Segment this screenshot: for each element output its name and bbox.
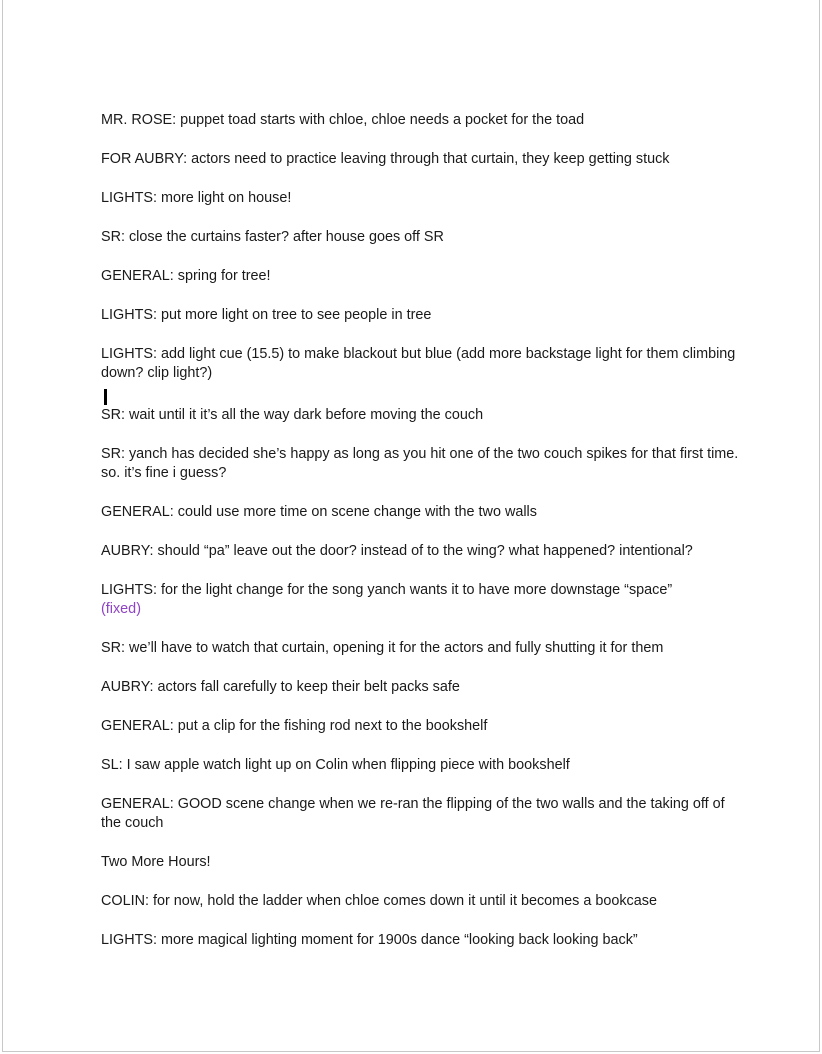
note-lights-song <box>101 581 741 619</box>
note-sr-watch-curtain: SR: we’ll have to watch that curtain, opening it for the actors and fully shutting it for them <box>101 640 664 656</box>
document-body[interactable] <box>101 111 741 970</box>
note-two-more-hours: Two More Hours! <box>101 854 211 870</box>
note-for-aubry-curtain: FOR AUBRY: actors need to practice leaving through that curtain, they keep getting stuck <box>101 151 670 167</box>
note-lights-tree: LIGHTS: put more light on tree to see people in tree <box>101 307 432 323</box>
note-sr-wait-dark: SR: wait until it it’s all the way dark before moving the couch <box>101 407 484 423</box>
note-colin-ladder: COLIN: for now, hold the ladder when chloe comes down it until it becomes a bookcase <box>101 893 657 909</box>
note-sr-curtains: SR: close the curtains faster? after house goes off SR <box>101 229 444 245</box>
note-general-good-scene-change: GENERAL: GOOD scene change when we re-ran the flipping of the two walls and the taking off of the couch <box>101 796 725 831</box>
text-cursor-icon <box>104 389 107 405</box>
note-sl-apple-watch: SL: I saw apple watch light up on Colin when flipping piece with bookshelf <box>101 757 570 773</box>
note-lights-1900s-dance: LIGHTS: more magical lighting moment for 1900s dance “looking back looking back” <box>101 932 638 948</box>
note-lights-house: LIGHTS: more light on house! <box>101 190 292 206</box>
note-lights-cue: LIGHTS: add light cue (15.5) to make blackout but blue (add more backstage light for them climbing down? clip light?) <box>101 346 736 381</box>
text-cursor-line[interactable] <box>101 386 741 405</box>
note-sr-couch-spikes: SR: yanch has decided she’s happy as long as you hit one of the two couch spikes for that first time. so. it’s fine i guess? <box>101 446 739 481</box>
fixed-annotation: (fixed) <box>101 601 141 617</box>
note-aubry-belt-packs: AUBRY: actors fall carefully to keep their belt packs safe <box>101 679 460 695</box>
note-mr-rose: MR. ROSE: puppet toad starts with chloe, chloe needs a pocket for the toad <box>101 112 585 128</box>
note-lights-song-text: LIGHTS: for the light change for the song yanch wants it to have more downstage “space” <box>101 582 673 598</box>
document-page <box>2 0 820 1052</box>
note-aubry-pa-exit: AUBRY: should “pa” leave out the door? instead of to the wing? what happened? intentional? <box>101 543 693 559</box>
note-general-spring: GENERAL: spring for tree! <box>101 268 271 284</box>
note-general-clip: GENERAL: put a clip for the fishing rod next to the bookshelf <box>101 718 488 734</box>
note-general-scene-change-time: GENERAL: could use more time on scene change with the two walls <box>101 504 537 520</box>
